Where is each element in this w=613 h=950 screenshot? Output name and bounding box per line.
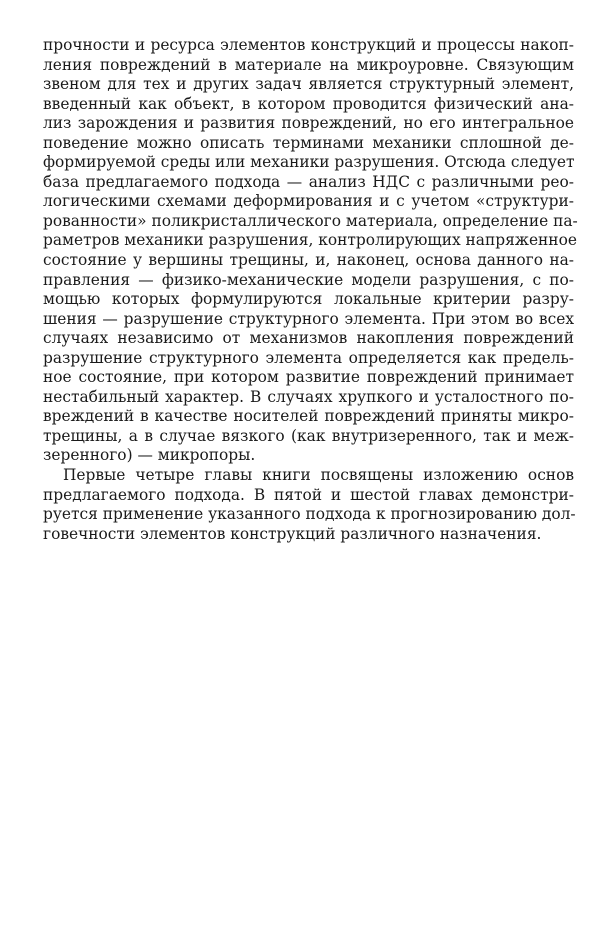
text-line: формируемой среды или механики разрушения. Отсюда следует [43, 153, 575, 172]
text-line: введенный как объект, в котором проводится физический ана- [43, 94, 574, 113]
text-line: разрушение структурного элемента определяется как предель- [43, 348, 574, 367]
text-line: логическими схемами деформирования и с учетом «структури- [43, 192, 574, 211]
text-line: говечности элементов конструкций различного назначения. [43, 524, 542, 543]
text-line: база предлагаемого подхода — анализ НДС с различными рео- [43, 172, 574, 191]
text-line: вреждений в качестве носителей повреждений приняты микро- [43, 407, 574, 426]
text-line: ления повреждений в материале на микроуровне. Связующим [43, 55, 574, 74]
text-line: рованности» поликристаллического материала, определение па- [43, 211, 578, 230]
text-line: нестабильный характер. В случаях хрупкого и усталостного по- [43, 387, 574, 406]
text-line: ное состояние, при котором развитие повреждений принимает [43, 368, 574, 387]
text-line: правления — физико-механические модели разрушения, с по- [43, 270, 574, 289]
text-line: случаях независимо от механизмов накопления повреждений [43, 329, 574, 348]
text-line: поведение можно описать терминами механики сплошной де- [43, 133, 574, 152]
text-line: состояние у вершины трещины, и, наконец, основа данного на- [43, 251, 574, 270]
paragraph-2 [43, 466, 574, 544]
paragraph-1 [43, 36, 578, 466]
text-line: предлагаемого подхода. В пятой и шестой главах демонстри- [43, 485, 574, 504]
text-line: трещины, а в случае вязкого (как внутризеренного, так и меж- [43, 426, 574, 445]
body-text [43, 36, 578, 544]
text-line: прочности и ресурса элементов конструкций и процессы накоп- [43, 36, 574, 54]
text-line: раметров механики разрушения, контролирующих напряженное [43, 231, 577, 250]
text-line: шения — разрушение структурного элемента. При этом во всех [43, 309, 574, 328]
text-line: руется применение указанного подхода к прогнозированию дол- [43, 505, 576, 524]
text-line: мощью которых формулируются локальные критерии разру- [43, 290, 574, 309]
text-line: Первые четыре главы книги посвящены изложению основ [63, 466, 574, 485]
text-line: зеренного) — микропоры. [43, 446, 256, 465]
text-line: лиз зарождения и развития повреждений, но его интегральное [43, 114, 574, 133]
text-line: звеном для тех и других задач является структурный элемент, [43, 75, 574, 94]
